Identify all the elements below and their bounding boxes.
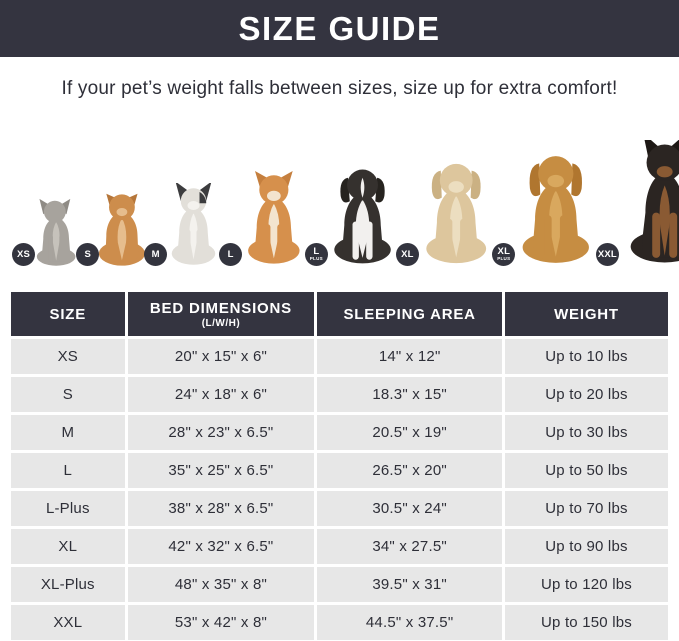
cell-size: XL: [11, 529, 125, 564]
cell-size: S: [11, 377, 125, 412]
size-badge-label: XL: [497, 246, 511, 258]
pet-figure-l-plus: [309, 165, 408, 267]
size-badge-xl: [396, 243, 419, 266]
column-header-sublabel: (L/W/H): [201, 317, 241, 329]
cell-sleeping-area: 30.5" x 24": [317, 491, 502, 526]
dog-icon-golden-retriever: [504, 151, 608, 267]
cell-sleeping-area: 18.3" x 15": [317, 377, 502, 412]
cell-size: XXL: [11, 605, 125, 640]
cell-weight: Up to 150 lbs: [505, 605, 668, 640]
cell-size: L: [11, 453, 125, 488]
cell-bed-dimensions: 35" x 25" x 6.5": [128, 453, 315, 488]
cell-sleeping-area: 39.5" x 31": [317, 567, 502, 602]
size-badge-m: [144, 243, 167, 266]
column-header-label: SIZE: [49, 305, 87, 323]
pet-figure-xl-plus: [497, 151, 608, 267]
cell-weight: Up to 70 lbs: [505, 491, 668, 526]
size-badge-label: M: [151, 248, 160, 260]
cell-size: L-Plus: [11, 491, 125, 526]
column-header-bed-dimensions: [128, 292, 315, 336]
cell-weight: Up to 20 lbs: [505, 377, 668, 412]
cell-sleeping-area: 20.5" x 19": [317, 415, 502, 450]
size-badge-xs: [12, 243, 35, 266]
pet-figure-xl: [401, 159, 504, 267]
column-header-label: WEIGHT: [554, 305, 619, 323]
cell-weight: Up to 50 lbs: [505, 453, 668, 488]
cell-sleeping-area: 34" x 27.5": [317, 529, 502, 564]
size-badge-sublabel: PLUS: [497, 256, 511, 262]
cell-weight: Up to 30 lbs: [505, 415, 668, 450]
size-badge-l-plus: [305, 243, 328, 266]
size-badge-label: L: [227, 248, 234, 260]
cell-weight: Up to 90 lbs: [505, 529, 668, 564]
cell-bed-dimensions: 28" x 23" x 6.5": [128, 415, 315, 450]
column-header-weight: [505, 292, 668, 336]
dog-icon-labrador: [408, 159, 504, 267]
cell-sleeping-area: 44.5" x 37.5": [317, 605, 502, 640]
dog-icon-shiba-inu: [231, 171, 320, 267]
title-bar: [0, 0, 679, 57]
cell-sleeping-area: 14" x 12": [317, 339, 502, 374]
size-badge-xxl: [596, 243, 619, 266]
column-header-sleeping-area: [317, 292, 502, 336]
column-header-label: BED DIMENSIONS: [149, 299, 292, 317]
size-badge-label: XS: [16, 248, 31, 260]
cell-sleeping-area: 26.5" x 20": [317, 453, 502, 488]
column-header-label: SLEEPING AREA: [343, 305, 476, 323]
cell-size: M: [11, 415, 125, 450]
cell-bed-dimensions: 42" x 32" x 6.5": [128, 529, 315, 564]
cell-size: XS: [11, 339, 125, 374]
size-badge-label: S: [84, 248, 92, 260]
size-badge-l: [219, 243, 242, 266]
cell-weight: Up to 120 lbs: [505, 567, 668, 602]
cell-bed-dimensions: 20" x 15" x 6": [128, 339, 315, 374]
pet-figure-xxl: [597, 140, 679, 267]
dog-icon-border-collie: [317, 165, 408, 267]
size-badge-sublabel: PLUS: [309, 256, 323, 262]
size-badge-label: L: [313, 246, 320, 258]
dog-icon-doberman: [608, 140, 679, 267]
pet-size-lineup: [0, 100, 679, 267]
cell-bed-dimensions: 38" x 28" x 6.5": [128, 491, 315, 526]
size-badge-label: XXL: [597, 248, 617, 260]
size-badge-label: XL: [401, 248, 414, 260]
column-header-size: [11, 292, 125, 336]
subtitle-text: If your pet’s weight falls between sizes, size up for extra comfort!: [61, 78, 618, 99]
cell-bed-dimensions: 48" x 35" x 8": [128, 567, 315, 602]
cell-weight: Up to 10 lbs: [505, 339, 668, 374]
cell-bed-dimensions: 24" x 18" x 6": [128, 377, 315, 412]
page-title: SIZE GUIDE: [238, 9, 441, 47]
size-table: [11, 292, 668, 640]
pet-figure-l: [227, 171, 320, 267]
cell-size: XL-Plus: [11, 567, 125, 602]
cell-bed-dimensions: 53" x 42" x 8": [128, 605, 315, 640]
